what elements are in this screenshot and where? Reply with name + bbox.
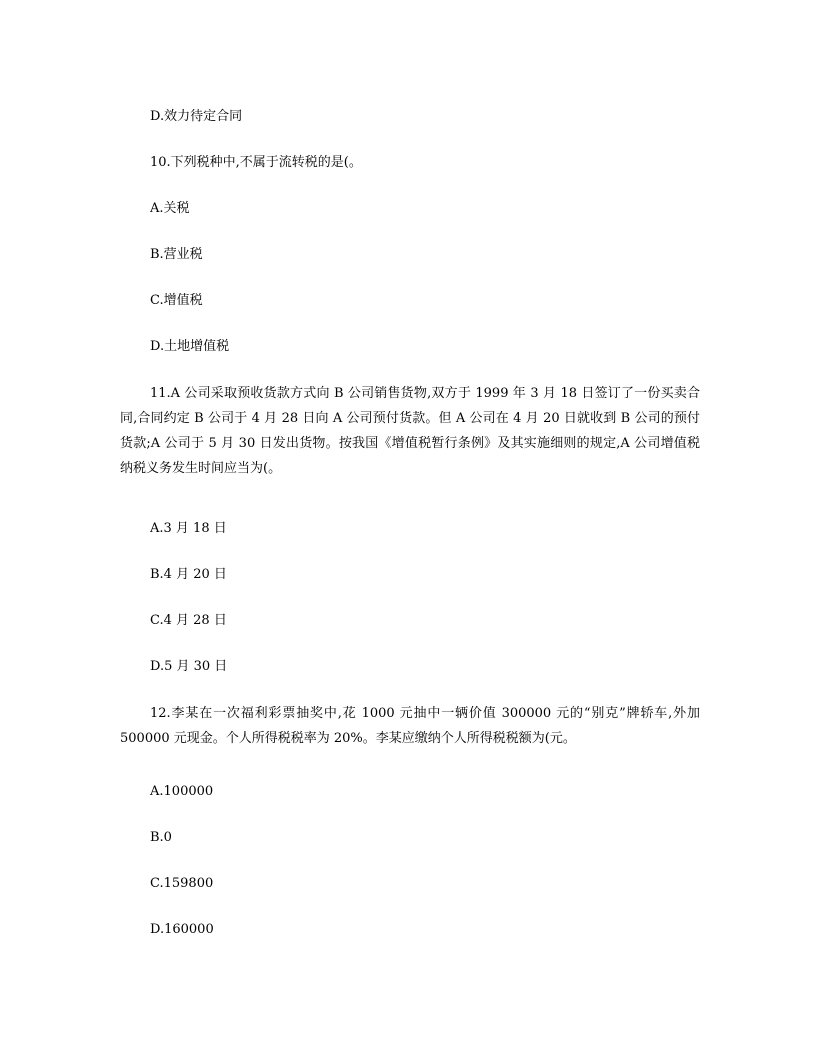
q12-option-b: B.0: [150, 830, 172, 845]
q12-stem: 12.李某在一次福利彩票抽奖中,花 1000 元抽中一辆价值 300000 元的“别克”牌轿车,外加 500000 元现金。个人所得税税率为 20%。李某应缴纳个人所得税税额为(元。: [120, 706, 700, 746]
q12-option-c: C.159800: [150, 876, 214, 891]
q10-option-b: B.营业税: [150, 247, 203, 262]
q11-option-a: A.3 月 18 日: [150, 521, 227, 536]
q10-option-c: C.增值税: [150, 293, 203, 308]
q11-option-b: B.4 月 20 日: [150, 567, 227, 582]
q11-option-c: C.4 月 28 日: [150, 613, 227, 628]
q11-option-d: D.5 月 30 日: [150, 659, 228, 674]
q12-option-a: A.100000: [150, 784, 214, 799]
q10-option-d: D.土地增值税: [150, 339, 230, 354]
q10-stem: 10.下列税种中,不属于流转税的是(。: [150, 155, 362, 170]
q12-option-d: D.160000: [150, 922, 214, 937]
q11-stem: 11.A 公司采取预收货款方式向 B 公司销售货物,双方于 1999 年 3 月 18 日签订了一份买卖合同,合同约定 B 公司于 4 月 28 日向 A 公司预付货款。但 A 公司在 4 月 20 日就收到 B 公司的预付货款;A 公司于 5 月 30 日发出货物。按我国《增值税暂行条例》及其实施细则的规定,A 公司增值税纳税义务发生时间应当为(。: [120, 386, 700, 476]
q9-option-d: D.效力待定合同: [150, 109, 243, 124]
q10-option-a: A.关税: [150, 201, 190, 216]
